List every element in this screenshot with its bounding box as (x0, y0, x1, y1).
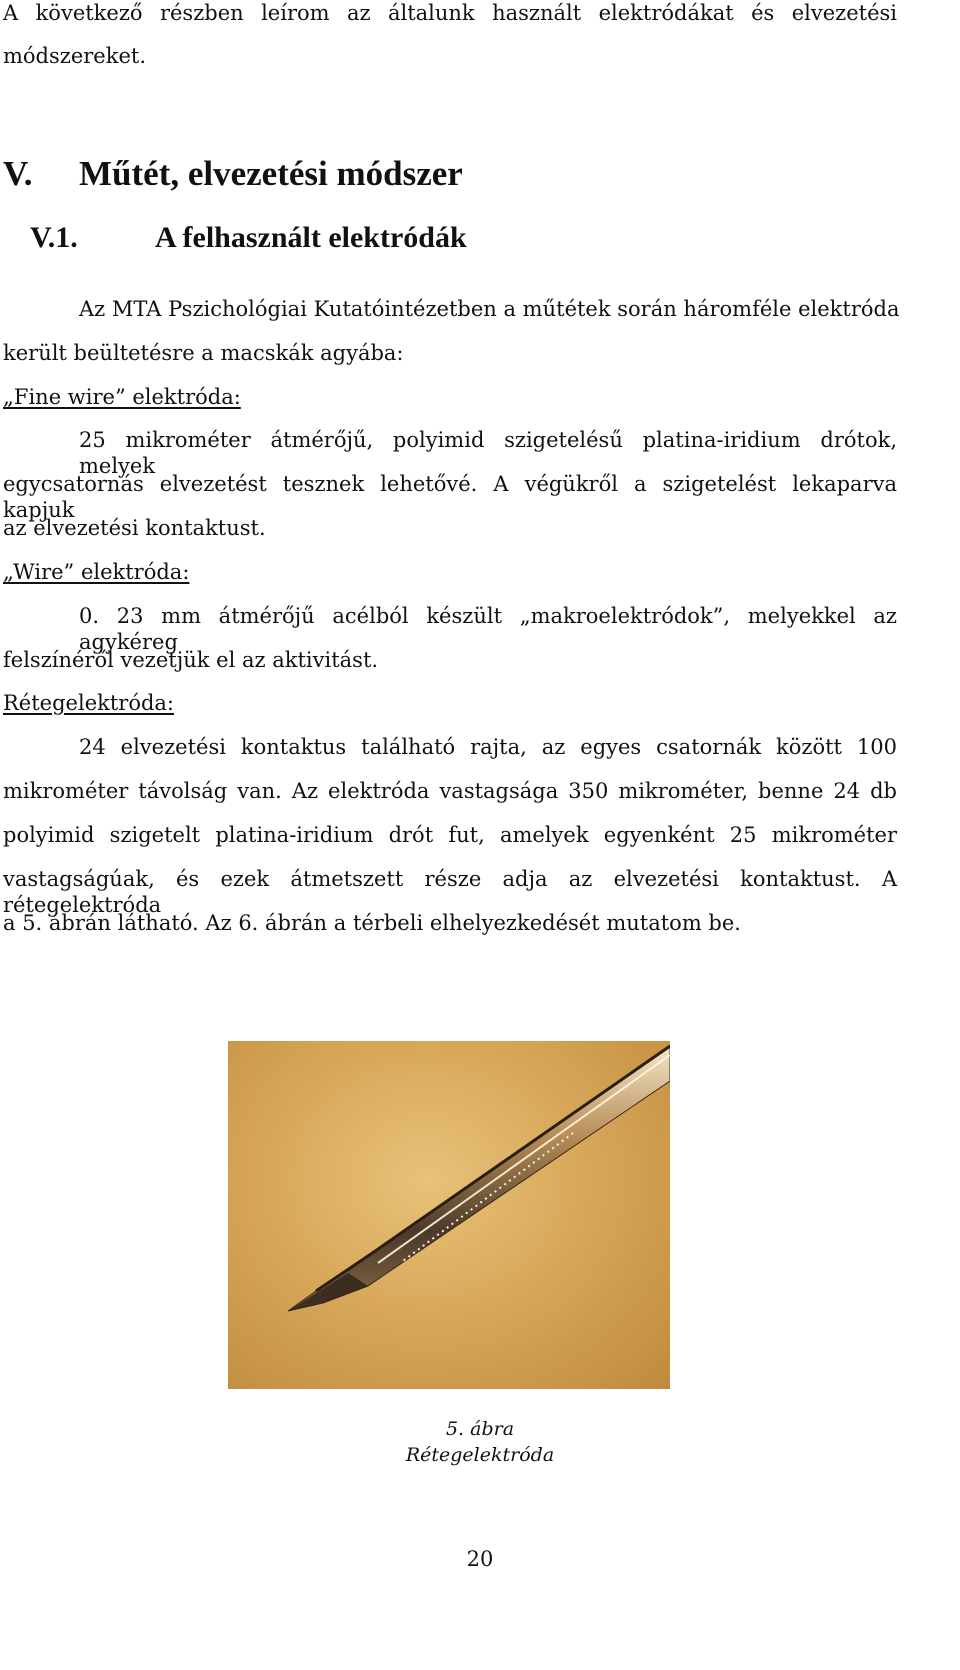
subsection-heading (30, 219, 467, 257)
layer-line-5: a 5. ábrán látható. Az 6. ábrán a térbeli elhelyezkedését mutatom be. (3, 911, 741, 935)
paragraph-1-line-1: Az MTA Pszichológiai Kutatóintézetben a műtétek során háromféle elektróda (79, 297, 900, 321)
fine-wire-line-3: az elvezetési kontaktust. (3, 516, 266, 540)
intro-line-2: módszereket. (3, 44, 147, 68)
paragraph-1-line-2: került beültetésre a macskák agyába: (3, 341, 404, 365)
fine-wire-line-1: 25 mikrométer átmérőjű, polyimid szigetelésű platina-iridium drótok, melyek (79, 428, 897, 478)
layer-line-1: 24 elvezetési kontaktus található rajta, az egyes csatornák között 100 (79, 735, 897, 759)
electrode-photo (228, 1041, 670, 1389)
intro-line-1: A következő részben leírom az általunk használt elektródákat és elvezetési (3, 1, 897, 25)
fine-wire-line-2: egycsatornás elvezetést tesznek lehetővé. A végükről a szigetelést lekaparva kapjuk (3, 472, 897, 522)
section-number: V. (3, 154, 33, 193)
layer-electrode-heading: Rétegelektróda: (3, 691, 175, 715)
layer-line-3: polyimid szigetelt platina-iridium drót fut, amelyek egyenként 25 mikrométer (3, 823, 897, 847)
figure-number: 5. ábra (445, 1418, 515, 1440)
wire-line-1: 0. 23 mm átmérőjű acélból készült „makroelektródok”, melyekkel az agykéreg (79, 604, 897, 654)
wire-line-2: felszínéről vezetjük el az aktivitást. (3, 648, 379, 672)
section-title: Műtét, elvezetési módszer (79, 154, 463, 193)
section-heading (3, 152, 463, 196)
wire-heading: „Wire” elektróda: (3, 560, 190, 584)
layer-line-2: mikrométer távolság van. Az elektróda vastagsága 350 mikrométer, benne 24 db (3, 779, 897, 803)
layer-electrode-image (228, 1041, 670, 1389)
page-number: 20 (466, 1547, 494, 1571)
figure-caption: Rétegelektróda (405, 1444, 555, 1466)
layer-line-4: vastagságúak, és ezek átmetszett része adja az elvezetési kontaktust. A rétegelektróda (3, 867, 897, 917)
subsection-number: V.1. (30, 221, 78, 254)
fine-wire-heading: „Fine wire” elektróda: (3, 385, 241, 409)
subsection-title: A felhasznált elektródák (155, 221, 467, 254)
